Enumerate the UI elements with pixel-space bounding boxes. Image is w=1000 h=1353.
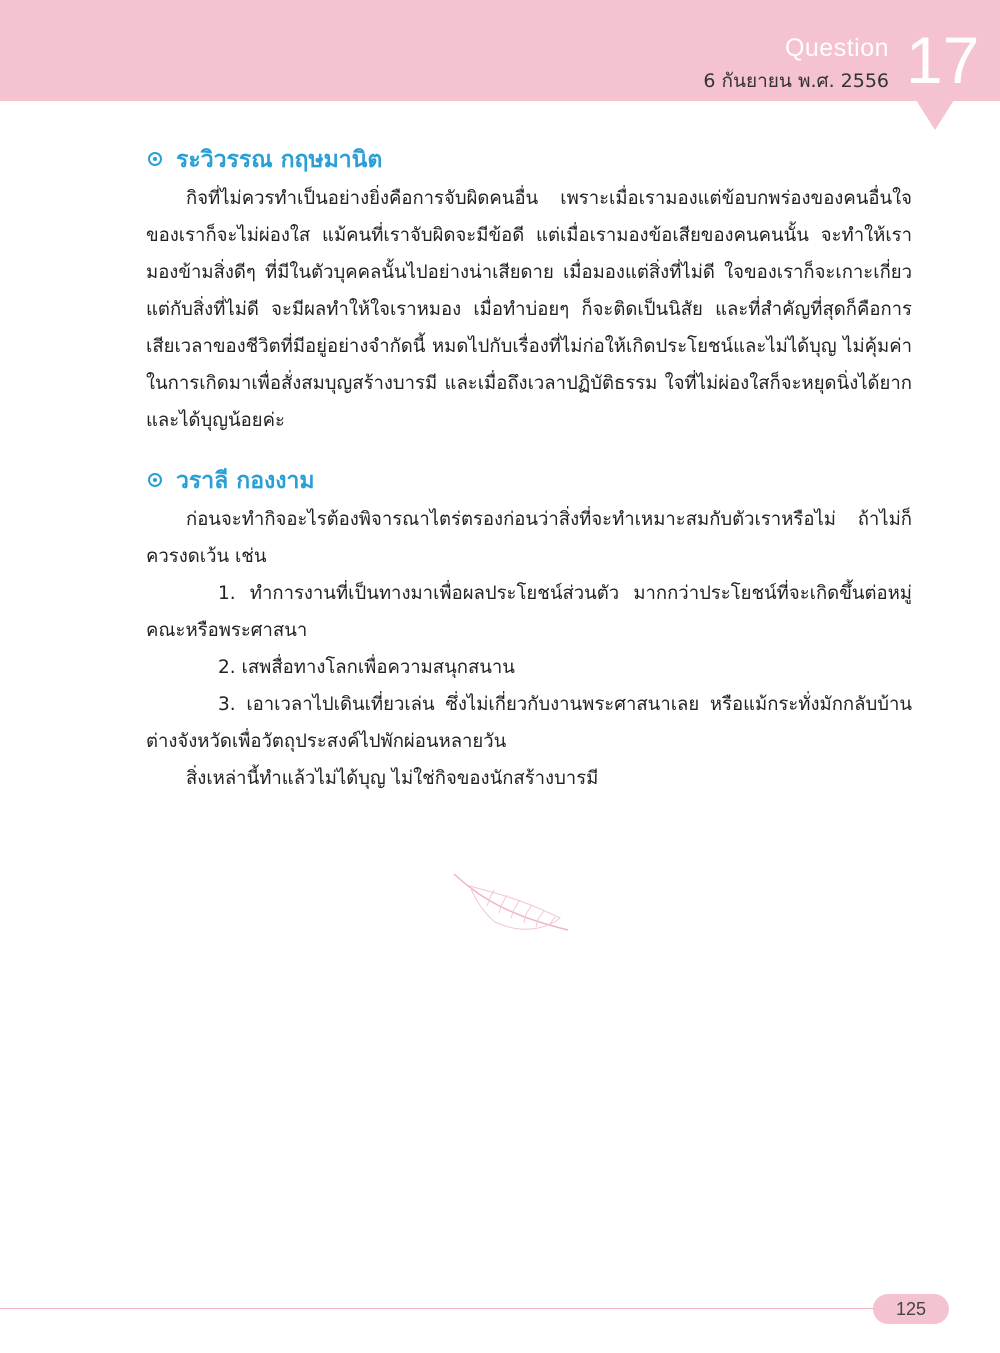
conclusion-paragraph: สิ่งเหล่านี้ทำแล้วไม่ได้บุญ ไม่ใช่กิจของนักสร้างบารมี — [186, 768, 599, 789]
question-label: Question — [784, 34, 889, 62]
header-pointer — [916, 100, 954, 130]
section-rawiwan — [146, 140, 912, 439]
section-heading-text: ระวิวรรณ กฤษมานิต — [176, 147, 383, 173]
feather-icon — [450, 868, 575, 940]
intro-paragraph: ก่อนจะทำกิจอะไรต้องพิจารณาไตร่ตรองก่อนว่าสิ่งที่จะทำเหมาะสมกับตัวเราหรือไม่ ถ้าไม่ก็ควรงดเว้น เช่น — [146, 509, 912, 567]
header-date: 6 กันยายน พ.ศ. 2556 — [703, 70, 889, 92]
circle-bullet-icon — [148, 152, 162, 166]
section-waralee — [146, 461, 912, 797]
circle-bullet-icon — [148, 473, 162, 487]
page-content — [146, 140, 912, 819]
page-number: 125 — [873, 1294, 949, 1324]
section-heading — [146, 140, 912, 180]
question-number: 17 — [906, 23, 980, 97]
list-item: 3. เอาเวลาไปเดินเที่ยวเล่น ซึ่งไม่เกี่ยวกับงานพระศาสนาเลย หรือแม้กระทั่งมักกลับบ้านต่างจังหวัดเพื่อวัตถุประสงค์ไปพักผ่อนหลายวัน — [146, 694, 912, 752]
section-heading — [146, 461, 912, 501]
section-heading-text: วราลี กองงาม — [176, 468, 315, 494]
list-item: 2. เสพสื่อทางโลกเพื่อความสนุกสนาน — [218, 657, 515, 678]
list-item: 1. ทำการงานที่เป็นทางมาเพื่อผลประโยชน์ส่วนตัว มากกว่าประโยชน์ที่จะเกิดขึ้นต่อหมู่คณะหรือพระศาสนา — [146, 583, 912, 641]
footer-rule — [0, 1308, 880, 1309]
paragraph: กิจที่ไม่ควรทำเป็นอย่างยิ่งคือการจับผิดคนอื่น เพราะเมื่อเรามองแต่ข้อบกพร่องของคนอื่นใจของเราก็จะไม่ผ่องใส แม้คนที่เราจับผิดจะมีข้อดี แต่เมื่อเรามองข้อเสียของคนคนนั้น จะทำให้เรามองข้ามสิ่งดีๆ ที่มีในตัวบุคคลนั้นไปอย่างน่าเสียดาย เมื่อมองแต่สิ่งที่ไม่ดี ใจของเราก็จะเกาะเกี่ยวแต่กับสิ่งที่ไม่ดี จะมีผลทำให้ใจเราหมอง เมื่อทำบ่อยๆ ก็จะติดเป็นนิสัย และที่สำคัญที่สุดก็คือการเสียเวลาของชีวิตที่มีอยู่อย่างจำกัดนี้ หมดไปกับเรื่องที่ไม่ก่อให้เกิดประโยชน์และไม่ได้บุญ ไม่คุ้มค่าในการเกิดมาเพื่อสั่งสมบุญสร้างบารมี และเมื่อถึงเวลาปฏิบัติธรรม ใจที่ไม่ผ่องใสก็จะหยุดนิ่งได้ยาก และได้บุญน้อยค่ะ — [146, 188, 912, 431]
